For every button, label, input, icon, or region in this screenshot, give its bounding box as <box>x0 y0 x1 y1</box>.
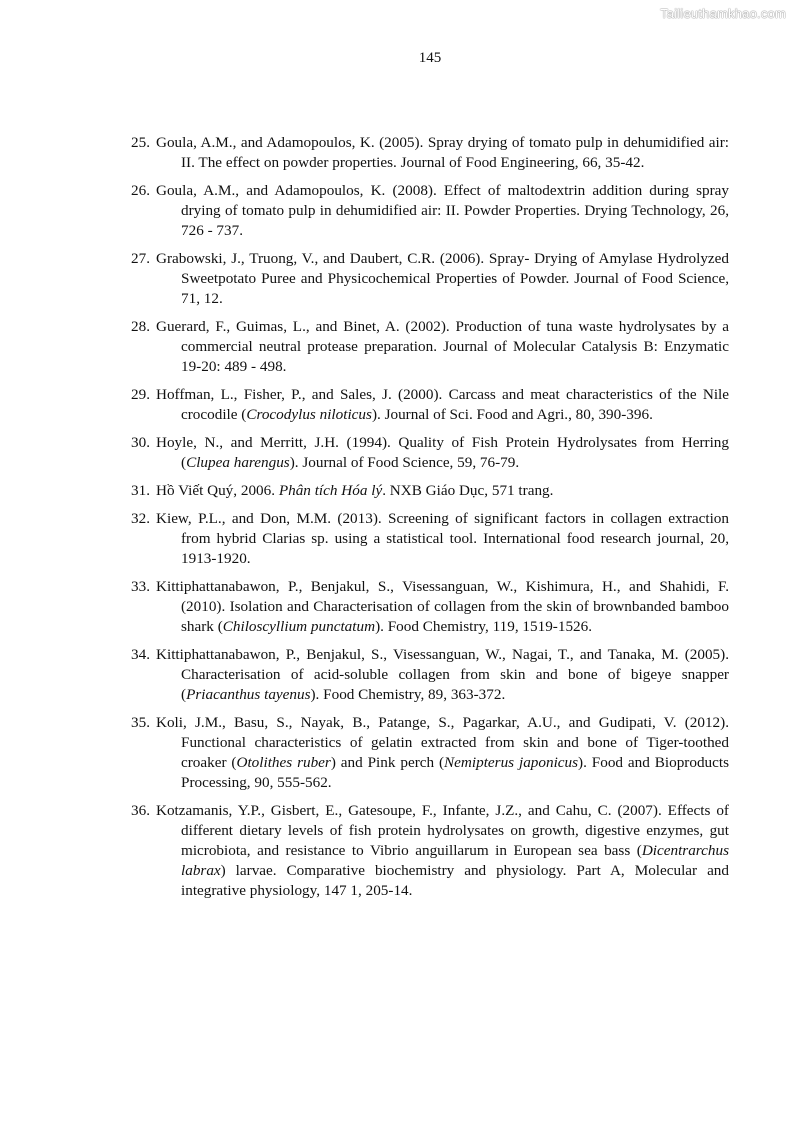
reference-number: 27. <box>131 250 150 267</box>
reference-item <box>131 713 729 793</box>
reference-number: 35. <box>131 714 150 731</box>
reference-number: 31. <box>131 482 150 499</box>
reference-item <box>131 433 729 473</box>
reference-text: Koli, J.M., Basu, S., Nayak, B., Patange, S., Pagarkar, A.U., and Gudipati, V. (2012). Functional characteristics of gelatin extracted from skin and bone of Tiger-toothed croaker (Otolithes ruber) and Pink perch (Nemipterus japonicus). Food and Bioproducts Processing, 90, 555-562. <box>156 714 729 791</box>
reference-number: 25. <box>131 134 150 151</box>
reference-number: 33. <box>131 578 150 595</box>
page-number: 145 <box>418 50 442 66</box>
reference-item <box>131 577 729 637</box>
reference-item <box>131 509 729 569</box>
reference-text: Hoffman, L., Fisher, P., and Sales, J. (2000). Carcass and meat characteristics of the Nile crocodile (Crocodylus niloticus). Journal of Sci. Food and Agri., 80, 390-396. <box>156 386 729 423</box>
reference-number: 34. <box>131 646 150 663</box>
reference-text: Kittiphattanabawon, P., Benjakul, S., Visessanguan, W., Kishimura, H., and Shahidi, F. (2010). Isolation and Characterisation of collagen from the skin of brownbanded bamboo shark (Chiloscyllium punctatum). Food Chemistry, 119, 1519-1526. <box>156 578 729 635</box>
reference-item <box>131 133 729 173</box>
reference-item <box>131 645 729 705</box>
reference-item <box>131 181 729 241</box>
reference-item <box>131 385 729 425</box>
reference-item <box>131 249 729 309</box>
reference-text: Hồ Viết Quý, 2006. Phân tích Hóa lý. NXB Giáo Dục, 571 trang. <box>156 482 554 499</box>
reference-item <box>131 481 729 501</box>
reference-number: 36. <box>131 802 150 819</box>
reference-text: Hoyle, N., and Merritt, J.H. (1994). Quality of Fish Protein Hydrolysates from Herring (Clupea harengus). Journal of Food Science, 59, 76-79. <box>156 434 729 471</box>
reference-text: Kotzamanis, Y.P., Gisbert, E., Gatesoupe, F., Infante, J.Z., and Cahu, C. (2007). Effects of different dietary levels of fish protein hydrolysates on growth, digestive enzymes, gut microbiota, and resistance to Vibrio anguillarum in European sea bass (Dicentrarchus labrax) larvae. Comparative biochemistry and physiology. Part A, Molecular and integrative physiology, 147 1, 205-14. <box>156 802 729 899</box>
reference-item <box>131 317 729 377</box>
watermark: Tailieuthamkhao.com <box>660 6 786 21</box>
reference-text: Kittiphattanabawon, P., Benjakul, S., Visessanguan, W., Nagai, T., and Tanaka, M. (2005). Characterisation of acid-soluble collagen from skin and bone of bigeye snapper (Priacanthus tayenus). Food Chemistry, 89, 363-372. <box>156 646 729 703</box>
reference-text: Kiew, P.L., and Don, M.M. (2013). Screening of significant factors in collagen extraction from hybrid Clarias sp. using a statistical tool. International food research journal, 20, 1913-1920. <box>156 510 729 567</box>
reference-text: Goula, A.M., and Adamopoulos, K. (2005). Spray drying of tomato pulp in dehumidified air: II. The effect on powder properties. Journal of Food Engineering, 66, 35-42. <box>156 134 729 171</box>
reference-number: 32. <box>131 510 150 527</box>
reference-text: Goula, A.M., and Adamopoulos, K. (2008). Effect of maltodextrin addition during spray drying of tomato pulp in dehumidified air: II. Powder Properties. Drying Technology, 26, 726 - 737. <box>156 182 729 239</box>
reference-text: Guerard, F., Guimas, L., and Binet, A. (2002). Production of tuna waste hydrolysates by a commercial neutral protease preparation. Journal of Molecular Catalysis B: Enzymatic 19-20: 489 - 498. <box>156 318 729 375</box>
reference-number: 29. <box>131 386 150 403</box>
reference-list <box>131 133 729 909</box>
reference-item <box>131 801 729 901</box>
reference-number: 26. <box>131 182 150 199</box>
reference-text: Grabowski, J., Truong, V., and Daubert, C.R. (2006). Spray- Drying of Amylase Hydrolyzed Sweetpotato Puree and Physicochemical Properties of Powder. Journal of Food Science, 71, 12. <box>156 250 729 307</box>
reference-number: 28. <box>131 318 150 335</box>
reference-number: 30. <box>131 434 150 451</box>
